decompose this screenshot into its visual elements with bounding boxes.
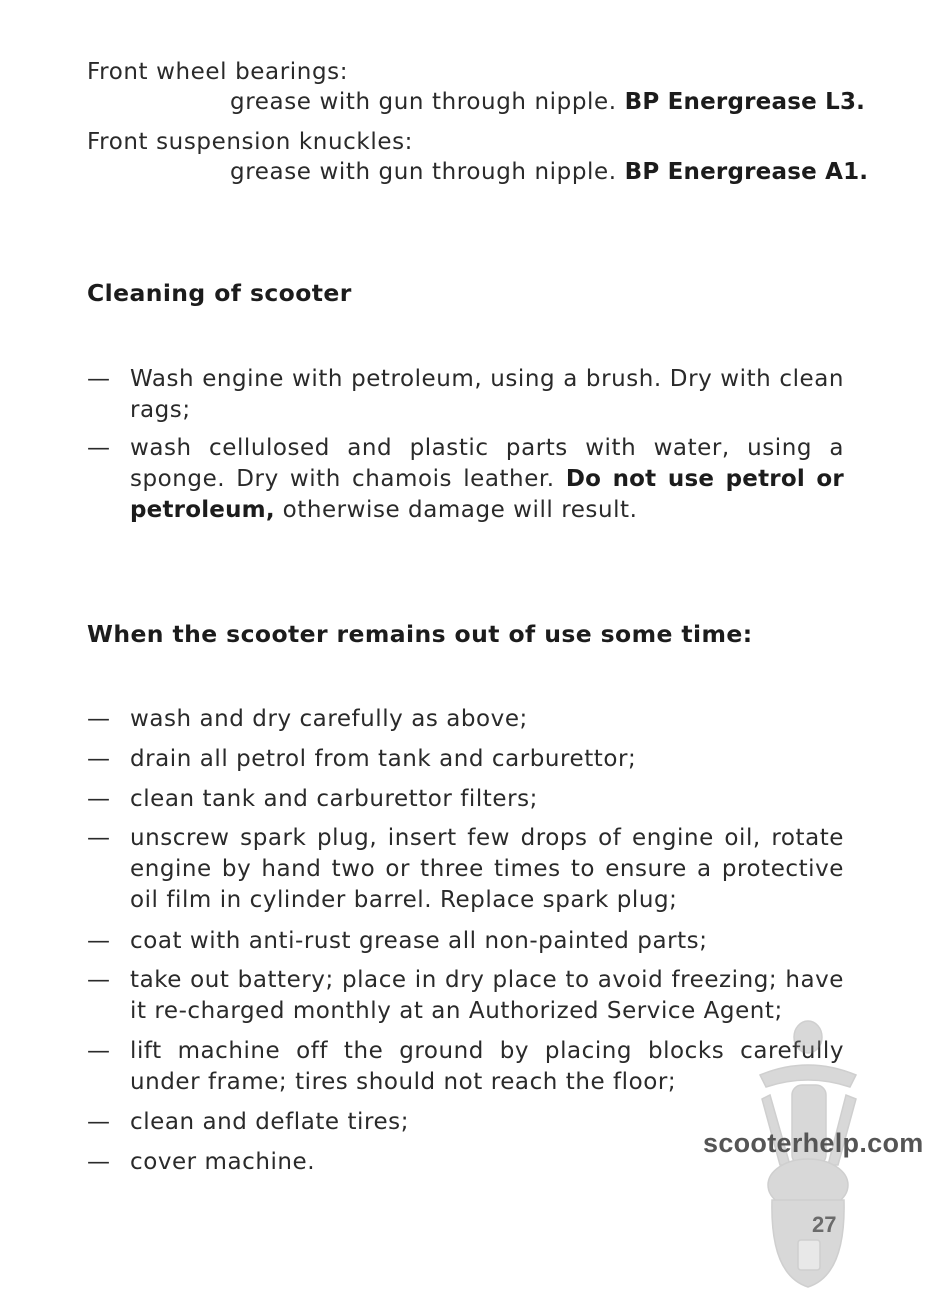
list-dash: —	[87, 366, 110, 392]
list-item-text: take out battery; place in dry place to avoid freezing; have it re-charged monthly at an Authorized Service Agent;	[130, 967, 844, 1024]
list-item-text	[130, 433, 844, 526]
list-item-text: clean and deflate tires;	[130, 1109, 410, 1135]
list-dash: —	[87, 706, 110, 732]
front-wheel-grease-type: BP Energrease L3.	[624, 89, 866, 115]
list-dash: —	[87, 746, 110, 772]
page-number: 27	[812, 1212, 837, 1237]
list-item-text: wash and dry carefully as above;	[130, 706, 528, 732]
watermark-text: scooterhelp.com	[703, 1128, 924, 1158]
front-wheel-instruction-text: grease with gun through nipple.	[230, 89, 617, 115]
list-dash: —	[87, 1038, 110, 1064]
list-item-text: unscrew spark plug, insert few drops of engine oil, rotate engine by hand two or three times to ensure a protective oil film in cylinder barrel. Replace spark plug;	[130, 825, 844, 913]
list-item-text: coat with anti-rust grease all non-painted parts;	[130, 928, 708, 954]
list-item-text: Wash engine with petroleum, using a brush. Dry with clean rags;	[130, 366, 844, 423]
knuckles-grease-type: BP Energrease A1.	[624, 159, 869, 185]
front-wheel-bearings-label: Front wheel bearings:	[87, 59, 349, 85]
list-dash: —	[87, 786, 110, 812]
list-item-text: lift machine off the ground by placing blocks carefully under frame; tires should not reach the floor;	[130, 1038, 844, 1095]
knuckles-instruction-text: grease with gun through nipple.	[230, 159, 617, 185]
cleaning-heading: Cleaning of scooter	[87, 279, 352, 307]
storage-heading: When the scooter remains out of use some time:	[87, 620, 753, 648]
list-dash: —	[87, 928, 110, 954]
list-dash: —	[87, 967, 110, 993]
list-item-text-after: otherwise damage will result.	[282, 497, 638, 523]
list-item-text-before: wash cellulosed and plastic parts with water, using a sponge. Dry with chamois leather.	[130, 435, 844, 492]
front-wheel-bearings-instruction	[230, 87, 865, 117]
front-suspension-knuckles-label: Front suspension knuckles:	[87, 129, 413, 155]
list-dash: —	[87, 435, 110, 461]
list-item-text: drain all petrol from tank and carburettor;	[130, 746, 637, 772]
list-dash: —	[87, 825, 110, 851]
list-dash: —	[87, 1149, 110, 1175]
list-dash: —	[87, 1109, 110, 1135]
list-item-text: clean tank and carburettor filters;	[130, 786, 538, 812]
list-item-warning: Do not use petrol or petroleum,	[130, 466, 844, 523]
list-item-text: cover machine.	[130, 1149, 316, 1175]
front-suspension-knuckles-instruction	[230, 157, 868, 187]
